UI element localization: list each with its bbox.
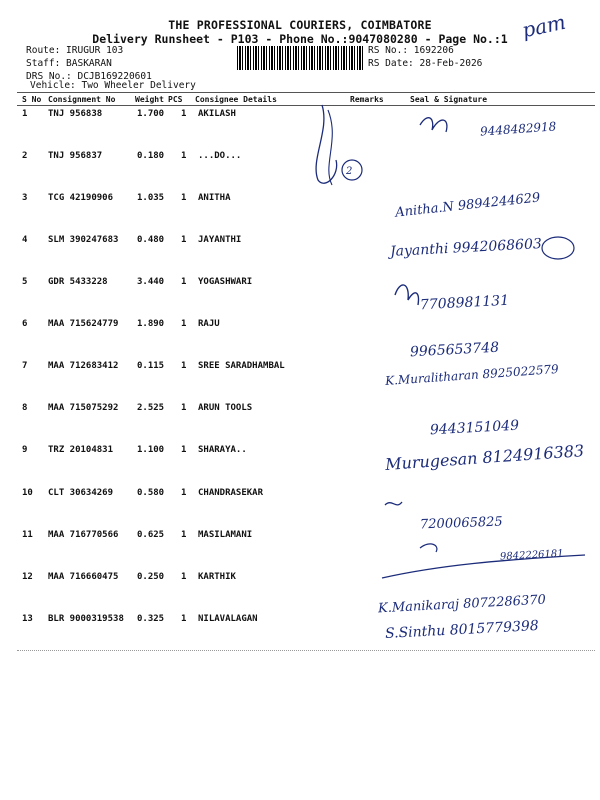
signature: S.Sinthu 8015779398	[384, 617, 540, 643]
weight: 1.035	[137, 193, 165, 203]
consignee: YOGASHWARI	[198, 277, 253, 287]
col-consignee: Consignee Details	[195, 95, 277, 104]
consignment-no: MAA 716770566	[48, 530, 119, 540]
pcs: 1	[181, 109, 187, 119]
pcs: 1	[181, 361, 187, 371]
pcs: 1	[181, 488, 187, 498]
consignee: KARTHIK	[198, 572, 236, 582]
weight: 0.580	[137, 488, 165, 498]
pcs: 1	[181, 572, 187, 582]
sno: 13	[22, 614, 33, 624]
consignment-no: SLM 390247683	[48, 235, 119, 245]
consignment-no: MAA 715075292	[48, 403, 119, 413]
weight: 0.115	[137, 361, 165, 371]
corner-handwritten-note: pam	[519, 9, 568, 43]
weight: 1.100	[137, 445, 165, 455]
col-pcs: PCS	[168, 95, 183, 104]
consignee: ANITHA	[198, 193, 231, 203]
sno: 9	[22, 445, 28, 455]
consignment-no: BLR 9000319538	[48, 614, 124, 624]
rs-date: RS Date: 28-Feb-2026	[368, 58, 483, 69]
consignee: MASILAMANI	[198, 530, 253, 540]
consignment-no: GDR 5433228	[48, 277, 108, 287]
weight: 2.525	[137, 403, 165, 413]
consignment-no: MAA 715624779	[48, 319, 119, 329]
weight: 3.440	[137, 277, 165, 287]
sno: 7	[22, 361, 28, 371]
weight: 0.625	[137, 530, 165, 540]
consignment-no: MAA 716660475	[48, 572, 119, 582]
rs-number: RS No.: 1692206	[368, 45, 454, 56]
consignment-no: TRZ 20104831	[48, 445, 114, 455]
consignment-no: CLT 30634269	[48, 488, 114, 498]
signature: Jayanthi 9942068603	[389, 236, 543, 260]
sheet-subtitle: Delivery Runsheet - P103 - Phone No.:9047080280 - Page No.:1	[92, 32, 508, 46]
col-signature: Seal & Signature	[410, 95, 488, 104]
consignment-no: TNJ 956838	[48, 109, 103, 119]
sno: 1	[22, 109, 28, 119]
weight: 0.180	[137, 151, 165, 161]
weight: 0.480	[137, 235, 165, 245]
signature: Murugesan 8124916383	[384, 441, 585, 474]
consignee: JAYANTHI	[198, 235, 242, 245]
sno: 4	[22, 235, 28, 245]
signature: K.Manikaraj 8072286370	[377, 592, 547, 617]
signature: 9842226181	[499, 548, 564, 563]
sheet-title: THE PROFESSIONAL COURIERS, COIMBATORE	[168, 18, 432, 32]
pcs: 1	[181, 403, 187, 413]
signature: 7200065825	[419, 514, 503, 533]
weight: 1.890	[137, 319, 165, 329]
col-sno: S No	[22, 95, 42, 104]
consignee: AKILASH	[198, 109, 236, 119]
weight: 0.250	[137, 572, 165, 582]
signature: 7708981131	[419, 292, 510, 314]
pcs: 1	[181, 614, 187, 624]
consignee: ...DO...	[198, 151, 242, 161]
col-weight: Weight	[135, 95, 164, 104]
sno: 8	[22, 403, 28, 413]
consignee: SHARAYA..	[198, 445, 247, 455]
sno: 2	[22, 151, 28, 161]
consignee: CHANDRASEKAR	[198, 488, 264, 498]
consignment-no: MAA 712683412	[48, 361, 119, 371]
signature: 9443151049	[429, 417, 520, 439]
pcs: 1	[181, 530, 187, 540]
signature: Anitha.N 9894244629	[394, 190, 542, 221]
pcs: 1	[181, 445, 187, 455]
staff: Staff: BASKARAN	[26, 58, 112, 69]
sno: 12	[22, 572, 33, 582]
consignee: NILAVALAGAN	[198, 614, 258, 624]
sno: 3	[22, 193, 28, 203]
consignment-no: TNJ 956837	[48, 151, 103, 161]
consignee: RAJU	[198, 319, 220, 329]
pcs: 1	[181, 151, 187, 161]
col-remarks: Remarks	[350, 95, 384, 104]
pcs: 1	[181, 235, 187, 245]
consignee: SREE SARADHAMBAL	[198, 361, 285, 371]
consignment-no: TCG 42190906	[48, 193, 114, 203]
sno: 11	[22, 530, 33, 540]
signature: K.Muralitharan 8925022579	[384, 361, 560, 389]
pcs: 1	[181, 319, 187, 329]
sno: 6	[22, 319, 28, 329]
vehicle: Vehicle: Two Wheeler Delivery	[30, 80, 196, 91]
svg-text:2: 2	[346, 166, 353, 177]
weight: 1.700	[137, 109, 165, 119]
consignee: ARUN TOOLS	[198, 403, 253, 413]
signature: 9448482918	[479, 119, 557, 139]
weight: 0.325	[137, 614, 165, 624]
route: Route: IRUGUR 103	[26, 45, 124, 56]
col-consignment: Consignment No	[48, 95, 116, 104]
sno: 5	[22, 277, 28, 287]
signature: 9965653748	[409, 339, 500, 361]
pcs: 1	[181, 277, 187, 287]
drs-number: DRS No.: DCJB169220601	[26, 71, 152, 82]
pcs: 1	[181, 193, 187, 203]
sno: 10	[22, 488, 33, 498]
